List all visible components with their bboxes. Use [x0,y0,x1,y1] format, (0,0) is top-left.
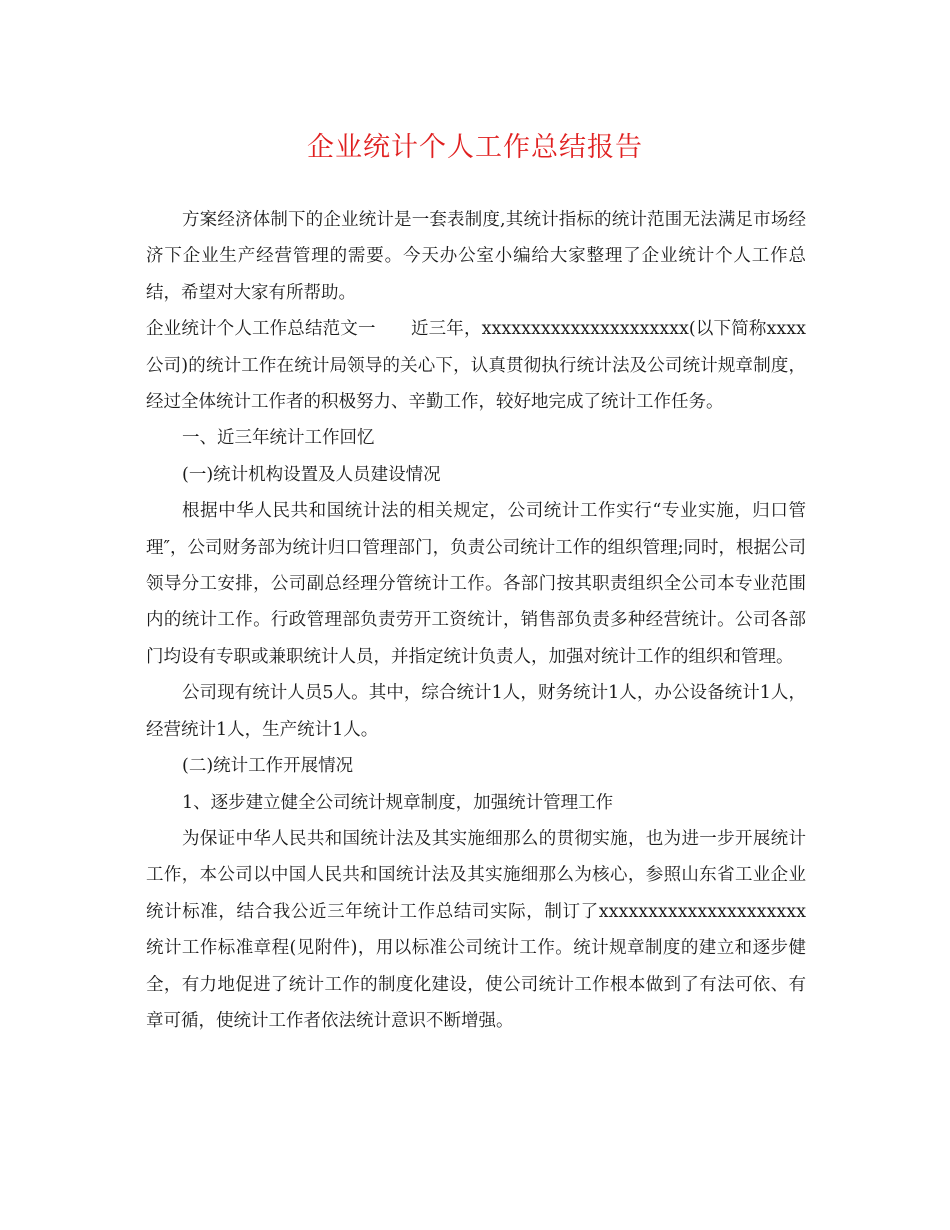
subsection-heading-organization: (一)统计机构设置及人员建设情况 [182,464,441,485]
paragraph-rules: 为保证中华人民共和国统计法及其实施细那么的贯彻实施，也为进一步开展统计工作，本公司以中国人民共和国统计法及其实施细那么为核心，参照山东省工业企业统计标准，结合我公近三年统计工作总结司实际，制订了xxxxxxxxxxxxxxxxxxxxx统计工作标准章程(见附件)，用以标准公司统计工作。统计规章制度的建立和逐步健全，有力地促进了统计工作的制度化建设，使公司统计工作根本做到了有法可依、有章可循，使统计工作者依法统计意识不断增强。 [146,828,806,1031]
item-heading-rules: 1、逐步建立健全公司统计规章制度，加强统计管理工作 [182,792,614,813]
paragraph-staff: 公司现有统计人员5人。其中，综合统计1人，财务统计1人，办公设备统计1人，经营统计1人，生产统计1人。 [146,683,806,740]
paragraph-sample-one: 企业统计个人工作总结范文一 近三年，xxxxxxxxxxxxxxxxxxxxx(以下简称xxxx公司)的统计工作在统计局领导的关心下，认真贯彻执行统计法及公司统计规章制度，经过全体统计工作者的积极努力、辛勤工作，较好地完成了统计工作任务。 [146,319,806,413]
document-body [146,202,806,1039]
document-title: 企业统计个人工作总结报告 [307,132,643,163]
section-heading-review: 一、近三年统计工作回忆 [182,428,375,449]
paragraph-intro: 方案经济体制下的企业统计是一套表制度,其统计指标的统计范围无法满足市场经济下企业生产经营管理的需要。今天办公室小编给大家整理了企业统计个人工作总结，希望对大家有所帮助。 [146,210,806,303]
paragraph-organization: 根据中华人民共和国统计法的相关规定，公司统计工作实行“专业实施，归口管理″，公司财务部为统计归口管理部门，负责公司统计工作的组织管理;同时，根据公司领导分工安排，公司副总经理分管统计工作。各部门按其职责组织全公司本专业范围内的统计工作。行政管理部负责劳开工资统计，销售部负责多种经营统计。公司各部门均设有专职或兼职统计人员，并指定统计负责人，加强对统计工作的组织和管理。 [146,501,806,667]
subsection-heading-work: (二)统计工作开展情况 [182,756,354,777]
